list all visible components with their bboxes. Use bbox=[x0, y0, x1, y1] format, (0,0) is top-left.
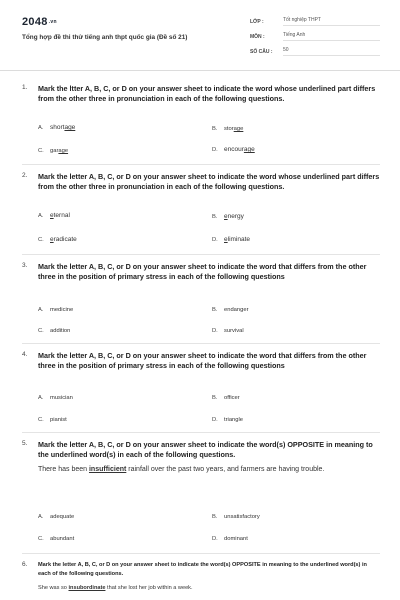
option-3c[interactable]: C. addition bbox=[38, 328, 71, 334]
option-5c[interactable]: C. abundant bbox=[38, 536, 75, 542]
option-2a[interactable]: A. eternal bbox=[38, 212, 70, 219]
question-5 bbox=[22, 440, 380, 475]
question-3 bbox=[22, 262, 380, 282]
option-4a[interactable]: A. musician bbox=[38, 395, 73, 401]
meta-class-row bbox=[250, 17, 380, 26]
option-4b[interactable]: B. officer bbox=[212, 395, 240, 401]
option-5d[interactable]: D. dominant bbox=[212, 536, 248, 542]
meta-subject-label: MÔN : bbox=[250, 33, 265, 40]
question-divider bbox=[22, 553, 380, 554]
option-1a[interactable]: A. shortage bbox=[38, 124, 76, 131]
question-number: 3. bbox=[22, 262, 28, 269]
question-6 bbox=[22, 561, 380, 593]
logo-suffix: .vn bbox=[48, 19, 57, 25]
underlined-keyword: insubordinate bbox=[68, 585, 106, 591]
option-1d[interactable]: D. encourage bbox=[212, 146, 255, 153]
question-4 bbox=[22, 351, 380, 371]
question-passage: There has been insufficient rainfall over the past two years, and farmers are having trouble. bbox=[38, 466, 325, 473]
option-5a[interactable]: A. adequate bbox=[38, 514, 75, 520]
question-prompt: Mark the letter A, B, C, or D on your answer sheet to indicate the word whose underlined part differs from the other three in pronunciation in each of the following questions. bbox=[38, 172, 380, 191]
meta-count-label: SỐ CÂU : bbox=[250, 48, 273, 55]
question-divider bbox=[22, 254, 380, 255]
question-number: 5. bbox=[22, 440, 28, 447]
option-5b[interactable]: B. unsatisfactory bbox=[212, 514, 260, 520]
meta-class-value: Tốt nghiệp THPT bbox=[283, 17, 380, 26]
site-logo[interactable] bbox=[22, 16, 57, 28]
question-passage: She was so insubordinate that she lost her job within a week. bbox=[38, 585, 193, 591]
question-number: 1. bbox=[22, 84, 28, 91]
option-4d[interactable]: D. triangle bbox=[212, 417, 244, 423]
option-4c[interactable]: C. pianist bbox=[38, 417, 67, 423]
question-prompt: Mark the letter A, B, C, or D on your answer sheet to indicate the word(s) OPPOSITE in meaning to the underlined word(s) in each of the following questions. bbox=[38, 440, 373, 459]
document-title: Tổng hợp đề thi thử tiếng anh thpt quốc gia (Đề số 21) bbox=[22, 34, 188, 41]
meta-count-value: 50 bbox=[283, 47, 380, 56]
question-divider bbox=[22, 432, 380, 433]
question-number: 6. bbox=[22, 561, 28, 568]
option-1b[interactable]: B. storage bbox=[212, 126, 244, 132]
question-prompt: Mark the letter A, B, C, or D on your answer sheet to indicate the word that differs from the other three in the position of primary stress in each of the following questions bbox=[38, 262, 367, 281]
option-3d[interactable]: D. survival bbox=[212, 328, 244, 334]
question-divider bbox=[22, 343, 380, 344]
page-header bbox=[0, 0, 400, 71]
option-2b[interactable]: B. energy bbox=[212, 213, 244, 220]
meta-subject-row bbox=[250, 32, 380, 41]
option-2d[interactable]: D. eliminate bbox=[212, 236, 251, 243]
logo-text: 2048 bbox=[22, 16, 48, 28]
question-divider bbox=[22, 164, 380, 165]
option-3a[interactable]: A. medicine bbox=[38, 307, 74, 313]
underlined-keyword: insufficient bbox=[88, 466, 127, 473]
question-prompt: Mark the ltter A, B, C, or D on your answer sheet to indicate the word whose underlined part differs from the other three in pronunciation in each of the following questions. bbox=[38, 84, 376, 103]
meta-class-label: LỚP : bbox=[250, 18, 264, 25]
question-number: 4. bbox=[22, 351, 28, 358]
question-2 bbox=[22, 172, 380, 192]
question-1 bbox=[22, 84, 380, 104]
meta-count-row bbox=[250, 47, 380, 56]
question-prompt: Mark the letter A, B, C, or D on your answer sheet to indicate the word that differs from the other three in the position of primary stress in each of the following questions bbox=[38, 351, 367, 370]
option-3b[interactable]: B. endanger bbox=[212, 307, 249, 313]
question-prompt: Mark the letter A, B, C, or D on your answer sheet to indicate the word(s) OPPOSITE in meaning to the underlined word(s) in each of the following questions. bbox=[38, 562, 367, 577]
question-number: 2. bbox=[22, 172, 28, 179]
option-1c[interactable]: C. garage bbox=[38, 148, 69, 154]
option-2c[interactable]: C. eradicate bbox=[38, 236, 77, 243]
meta-subject-value: Tiếng Anh bbox=[283, 32, 380, 41]
